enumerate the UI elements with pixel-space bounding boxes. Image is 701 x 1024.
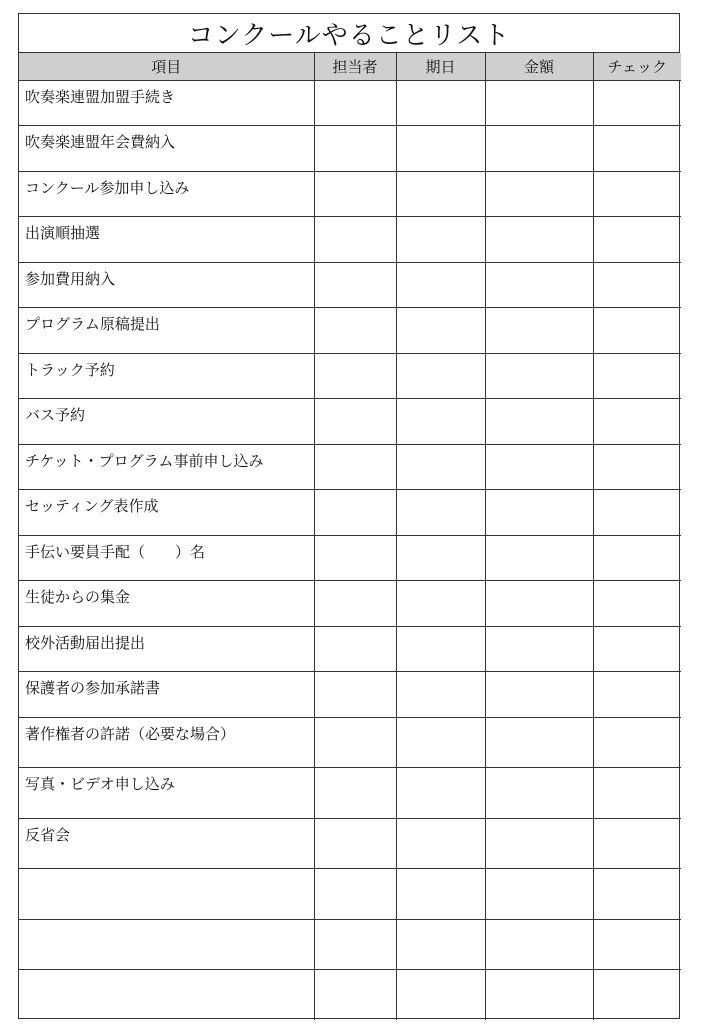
amount-cell[interactable]	[485, 535, 593, 581]
date-cell[interactable]	[396, 768, 485, 819]
item-cell: 著作権者の許諾（必要な場合）	[19, 717, 314, 768]
item-cell: 吹奏楽連盟年会費納入	[19, 126, 314, 172]
header-amount: 金額	[485, 53, 593, 80]
person-cell[interactable]	[314, 672, 396, 718]
person-cell[interactable]	[314, 308, 396, 354]
date-cell[interactable]	[396, 217, 485, 263]
date-cell[interactable]	[396, 80, 485, 126]
item-cell: プログラム原稿提出	[19, 308, 314, 354]
check-cell[interactable]	[593, 308, 681, 354]
person-cell[interactable]	[314, 217, 396, 263]
table-row	[19, 535, 681, 581]
amount-cell[interactable]	[485, 626, 593, 672]
check-cell[interactable]	[593, 126, 681, 172]
person-cell[interactable]	[314, 626, 396, 672]
person-cell[interactable]	[314, 869, 396, 920]
person-cell[interactable]	[314, 80, 396, 126]
date-cell[interactable]	[396, 399, 485, 445]
check-cell[interactable]	[593, 581, 681, 627]
amount-cell[interactable]	[485, 869, 593, 920]
check-cell[interactable]	[593, 626, 681, 672]
amount-cell[interactable]	[485, 717, 593, 768]
table-row	[19, 171, 681, 217]
table-row	[19, 217, 681, 263]
check-cell[interactable]	[593, 262, 681, 308]
date-cell[interactable]	[396, 444, 485, 490]
check-cell[interactable]	[593, 217, 681, 263]
check-cell[interactable]	[593, 444, 681, 490]
header-check: チェック	[593, 53, 681, 80]
amount-cell[interactable]	[485, 672, 593, 718]
person-cell[interactable]	[314, 444, 396, 490]
date-cell[interactable]	[396, 818, 485, 869]
header-person: 担当者	[314, 53, 396, 80]
amount-cell[interactable]	[485, 970, 593, 1021]
date-cell[interactable]	[396, 535, 485, 581]
amount-cell[interactable]	[485, 581, 593, 627]
check-cell[interactable]	[593, 869, 681, 920]
page-title: コンクールやることリスト	[19, 14, 679, 53]
table-row	[19, 444, 681, 490]
person-cell[interactable]	[314, 126, 396, 172]
check-cell[interactable]	[593, 818, 681, 869]
item-cell: 写真・ビデオ申し込み	[19, 768, 314, 819]
table-row	[19, 768, 681, 819]
date-cell[interactable]	[396, 919, 485, 970]
item-cell	[19, 970, 314, 1021]
check-cell[interactable]	[593, 353, 681, 399]
checklist-table	[19, 53, 681, 1020]
amount-cell[interactable]	[485, 919, 593, 970]
date-cell[interactable]	[396, 308, 485, 354]
item-cell	[19, 869, 314, 920]
table-row	[19, 308, 681, 354]
table-row	[19, 672, 681, 718]
header-row	[19, 53, 681, 80]
item-cell: 生徒からの集金	[19, 581, 314, 627]
check-cell[interactable]	[593, 717, 681, 768]
item-cell: 保護者の参加承諾書	[19, 672, 314, 718]
table-row	[19, 262, 681, 308]
item-cell: セッティング表作成	[19, 490, 314, 536]
check-cell[interactable]	[593, 970, 681, 1021]
amount-cell[interactable]	[485, 353, 593, 399]
check-cell[interactable]	[593, 399, 681, 445]
date-cell[interactable]	[396, 581, 485, 627]
date-cell[interactable]	[396, 626, 485, 672]
table-row	[19, 353, 681, 399]
date-cell[interactable]	[396, 970, 485, 1021]
table-row	[19, 919, 681, 970]
date-cell[interactable]	[396, 672, 485, 718]
check-cell[interactable]	[593, 171, 681, 217]
table-row	[19, 717, 681, 768]
check-cell[interactable]	[593, 535, 681, 581]
table-row	[19, 490, 681, 536]
item-cell: チケット・プログラム事前申し込み	[19, 444, 314, 490]
table-row	[19, 818, 681, 869]
date-cell[interactable]	[396, 717, 485, 768]
check-cell[interactable]	[593, 919, 681, 970]
date-cell[interactable]	[396, 490, 485, 536]
person-cell[interactable]	[314, 581, 396, 627]
check-cell[interactable]	[593, 672, 681, 718]
amount-cell[interactable]	[485, 262, 593, 308]
amount-cell[interactable]	[485, 490, 593, 536]
table-row	[19, 581, 681, 627]
person-cell[interactable]	[314, 970, 396, 1021]
date-cell[interactable]	[396, 126, 485, 172]
person-cell[interactable]	[314, 919, 396, 970]
check-cell[interactable]	[593, 768, 681, 819]
item-cell: 反省会	[19, 818, 314, 869]
header-item: 項目	[19, 53, 314, 80]
table-row	[19, 869, 681, 920]
check-cell[interactable]	[593, 490, 681, 536]
item-cell: 手伝い要員手配（ ）名	[19, 535, 314, 581]
amount-cell[interactable]	[485, 171, 593, 217]
item-cell: バス予約	[19, 399, 314, 445]
item-cell: 校外活動届出提出	[19, 626, 314, 672]
amount-cell[interactable]	[485, 444, 593, 490]
date-cell[interactable]	[396, 869, 485, 920]
person-cell[interactable]	[314, 262, 396, 308]
amount-cell[interactable]	[485, 217, 593, 263]
date-cell[interactable]	[396, 353, 485, 399]
table-row	[19, 970, 681, 1021]
person-cell[interactable]	[314, 353, 396, 399]
item-cell: トラック予約	[19, 353, 314, 399]
date-cell[interactable]	[396, 171, 485, 217]
person-cell[interactable]	[314, 399, 396, 445]
table-row	[19, 626, 681, 672]
item-cell: 吹奏楽連盟加盟手続き	[19, 80, 314, 126]
check-cell[interactable]	[593, 80, 681, 126]
amount-cell[interactable]	[485, 768, 593, 819]
date-cell[interactable]	[396, 262, 485, 308]
table-row	[19, 80, 681, 126]
amount-cell[interactable]	[485, 308, 593, 354]
item-cell: 出演順抽選	[19, 217, 314, 263]
person-cell[interactable]	[314, 818, 396, 869]
table-row	[19, 399, 681, 445]
item-cell: 参加費用納入	[19, 262, 314, 308]
person-cell[interactable]	[314, 768, 396, 819]
checklist-body	[19, 80, 681, 1020]
table-row	[19, 126, 681, 172]
person-cell[interactable]	[314, 535, 396, 581]
person-cell[interactable]	[314, 171, 396, 217]
person-cell[interactable]	[314, 490, 396, 536]
amount-cell[interactable]	[485, 126, 593, 172]
item-cell	[19, 919, 314, 970]
amount-cell[interactable]	[485, 818, 593, 869]
item-cell: コンクール参加申し込み	[19, 171, 314, 217]
person-cell[interactable]	[314, 717, 396, 768]
checklist-sheet	[18, 13, 680, 1019]
amount-cell[interactable]	[485, 399, 593, 445]
header-date: 期日	[396, 53, 485, 80]
amount-cell[interactable]	[485, 80, 593, 126]
